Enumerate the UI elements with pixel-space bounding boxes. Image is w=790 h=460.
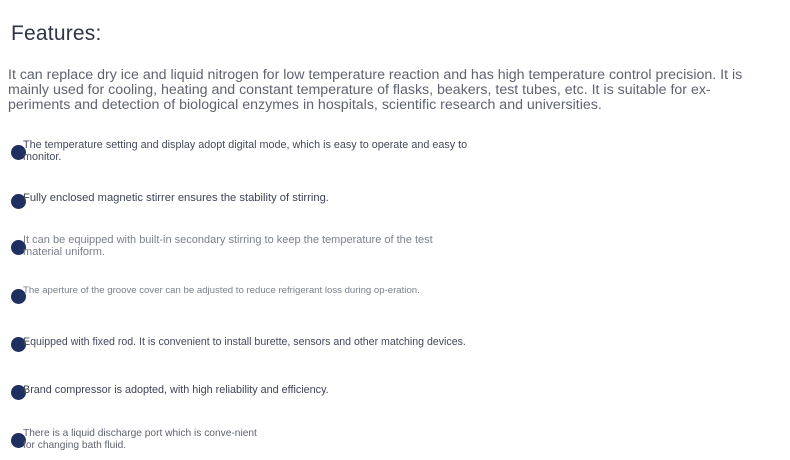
feature-text: It can be equipped with built-in secondary stirring to keep the temperature of the test material uniform.	[23, 234, 433, 258]
feature-text: Brand compressor is adopted, with high reliability and efficiency.	[23, 384, 329, 396]
feature-text: The temperature setting and display adopt digital mode, which is easy to operate and easy to monitor.	[23, 139, 468, 163]
feature-text: Fully enclosed magnetic stirrer ensures the stability of stirring.	[23, 192, 329, 204]
feature-text: Equipped with fixed rod. It is convenient to install burette, sensors and other matching devices.	[23, 336, 466, 348]
features-heading: Features:	[11, 22, 102, 45]
intro-paragraph: It can replace dry ice and liquid nitrogen for low temperature reaction and has high temperature control precision. It is mainly used for cooling, heating and constant temperature of flasks, beakers, test tubes, etc. It is suitable for ex-periments and detection of biological enzymes in hospitals, scientific research and universities.	[8, 67, 743, 113]
feature-text: The aperture of the groove cover can be adjusted to reduce refrigerant loss during op-eration.	[23, 285, 420, 296]
feature-text: There is a liquid discharge port which is conve-nient for changing bath fluid.	[23, 428, 257, 451]
